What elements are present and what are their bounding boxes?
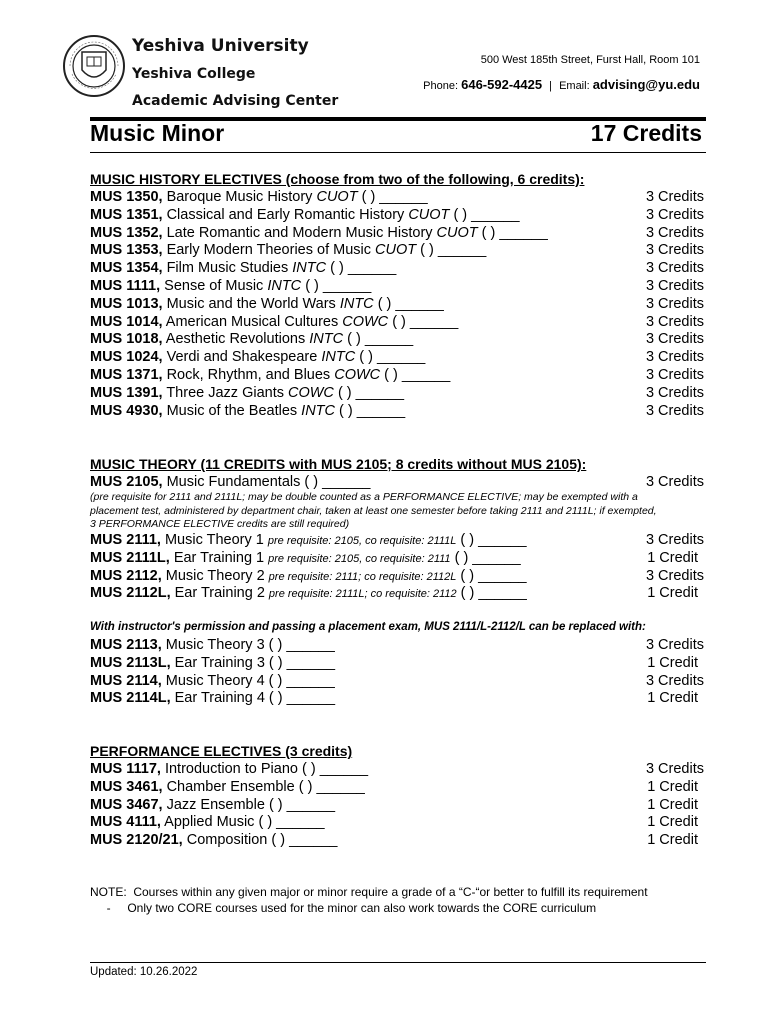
course-name: Ear Training 1 [169,549,269,566]
course-row [90,549,704,567]
course-credits: 3 Credits [645,637,704,653]
page-title: Music Minor [90,120,225,146]
course-row [90,384,704,402]
course-credits: 3 Credits [645,474,704,490]
course-name: Applied Music [160,814,259,831]
course-attribute: INTC [309,331,344,348]
course-attribute: CUOT [375,242,417,259]
placement-note: With instructor's permission and passing a placement exam, MUS 2111/L-2112/L can be replaced with: [90,621,646,633]
course-credits: 3 Credits [645,402,704,419]
course-name: Baroque Music History [162,189,317,205]
course-code: MUS 4111, [90,814,161,831]
course-attribute: INTC [339,295,374,312]
course-credits: 3 Credits [645,224,704,241]
course-attribute: INTC [292,260,327,277]
course-blank: ( ) ______ [450,549,521,566]
course-code: MUS 2111L, [90,549,170,566]
course-credits: 3 Credits [645,313,704,330]
course-attribute: CUOT [408,206,450,223]
course-name: Late Romantic and Modern Music History [162,224,437,241]
phone-label: Phone: [423,80,459,92]
course-name: Ear Training 3 [170,654,269,671]
course-name: Film Music Studies [162,260,293,277]
course-blank: ( ) ______ [416,242,487,259]
note-line: NOTE: Courses within any given major or minor require a grade of a “C-“or better to fulfill its requirement [90,885,648,899]
course-code: MUS 4930, [90,402,163,419]
course-name: American Musical Cultures [162,313,343,330]
course-code: MUS 1350, [90,189,163,205]
course-code: MUS 1353, [90,242,163,259]
course-blank: ( ) ______ [298,778,365,795]
course-code: MUS 1371, [90,367,163,383]
course-row [90,831,704,849]
course-name: Music of the Beatles [162,402,302,419]
course-code: MUS 2111, [90,532,161,548]
updated-date: Updated: 10.26.2022 [90,966,198,978]
course-name: Music Theory 4 [161,672,269,689]
course-blank: ( ) ______ [326,260,397,277]
course-code: MUS 2113L, [90,654,171,671]
course-row-mus-2105 [90,473,704,491]
course-row [90,531,704,549]
course-blank: ( ) ______ [477,224,548,241]
course-row [90,313,704,331]
course-credits: 3 Credits [645,295,704,312]
course-credits: 3 Credits [645,532,704,548]
course-row [90,689,704,707]
course-row [90,348,704,366]
email-address: advising@yu.edu [592,77,700,92]
course-blank: ( ) ______ [333,384,405,401]
course-blank: ( ) ______ [449,206,520,223]
course-row [90,277,704,295]
course-code: MUS 2113, [90,637,162,653]
course-code: MUS 2112, [90,567,162,584]
course-requisite: pre requisite: 2111L; co requisite: 2112 [268,588,457,601]
course-row [90,206,704,224]
course-name: Ear Training 4 [170,690,269,707]
course-credits: 3 Credits [645,206,704,223]
course-blank: ( ) ______ [456,567,527,584]
course-credits: 1 Credit [647,654,698,671]
course-code: MUS 1014, [90,313,163,330]
course-credits: 3 Credits [645,367,704,383]
college-name: Yeshiva College [132,66,256,82]
course-attribute: CUOT [316,189,358,205]
total-credits: 17 Credits [590,120,702,146]
course-blank: ( ) ______ [380,367,451,383]
course-blank: ( ) ______ [268,654,336,671]
course-row [90,567,704,585]
course-credits: 1 Credit [647,778,698,795]
address: 500 West 185th Street, Furst Hall, Room 101 [480,54,700,66]
course-code: MUS 2105, [90,474,163,490]
center-name: Academic Advising Center [132,93,339,109]
course-credits: 1 Credit [647,690,698,707]
course-row [90,330,704,348]
course-row [90,295,704,313]
fundamentals-note-line: 3 PERFORMANCE ELECTIVE credits are still required) [90,518,350,530]
course-code: MUS 1351, [90,206,163,223]
course-name: Three Jazz Giants [162,384,288,401]
course-row [90,241,704,259]
course-row [90,813,704,831]
course-blank: ( ) ______ [302,761,369,777]
course-credits: 3 Credits [645,242,704,259]
course-credits: 3 Credits [645,672,704,689]
course-row [90,778,704,796]
history-heading: MUSIC HISTORY ELECTIVES (choose from two of the following, 6 credits): [90,171,585,187]
course-row [90,796,704,814]
course-blank: ( ) ______ [355,349,426,366]
title-rule-bottom [90,152,706,153]
phone-number: 646-592-4425 [461,77,543,92]
course-attribute: INTC [267,278,302,294]
contact-line [423,77,700,92]
course-name: Music and the World Wars [162,295,340,312]
course-requisite: pre requisite: 2105, co requisite: 2111 [268,552,451,565]
theory-heading: MUSIC THEORY (11 CREDITS with MUS 2105; 8 credits without MUS 2105): [90,456,587,472]
course-credits: 1 Credit [647,585,698,602]
course-code: MUS 2112L, [90,585,171,602]
course-blank: ( ) ______ [271,832,338,849]
course-blank: ( ) ______ [268,637,335,653]
course-blank: ( ) ______ [268,796,336,813]
course-blank: ( ) ______ [343,331,414,348]
course-blank: ( ) ______ [304,474,371,490]
course-name: Music Fundamentals [162,474,305,490]
course-credits: 3 Credits [645,349,704,366]
course-credits: 3 Credits [645,761,704,777]
fundamentals-note-line: placement test, administered by department chair, taken at least one semester before taking 2111 and 2111L; if exempted, [90,504,657,517]
course-code: MUS 1018, [90,331,163,348]
course-blank: ( ) ______ [357,189,428,205]
course-name: Chamber Ensemble [162,778,299,795]
course-attribute: INTC [321,349,356,366]
course-code: MUS 1024, [90,349,163,366]
course-name: Rock, Rhythm, and Blues [162,367,335,383]
course-attribute: INTC [301,402,336,419]
footer-rule [90,962,706,963]
course-row [90,636,704,654]
course-credits: 1 Credit [647,549,698,566]
course-name: Music Theory 1 [160,532,268,548]
fundamentals-note-line: (pre requisite for 2111 and 2111L; may be double counted as a PERFORMANCE ELECTIVE; may be exempted with a [90,491,638,503]
course-attribute: COWC [342,313,389,330]
course-name: Jazz Ensemble [162,796,269,813]
course-requisite: pre requisite: 2105, co requisite: 2111L [267,535,457,547]
course-name: Early Modern Theories of Music [162,242,376,259]
yeshiva-seal-logo [62,34,126,98]
course-blank: ( ) ______ [268,690,336,707]
course-name: Music Theory 2 [161,567,269,584]
course-row [90,654,704,672]
course-row [90,672,704,690]
course-credits: 3 Credits [645,278,704,294]
fundamentals-note [90,491,710,532]
note-line: - Only two CORE courses used for the minor can also work towards the CORE curriculum [90,901,597,915]
course-name: Introduction to Piano [160,761,303,777]
course-row [90,188,704,206]
course-attribute: CUOT [436,224,478,241]
course-credits: 1 Credit [647,796,698,813]
course-blank: ( ) ______ [335,402,406,419]
course-name: Sense of Music [160,278,268,294]
course-credits: 1 Credit [647,832,698,849]
course-attribute: COWC [288,384,334,401]
course-blank: ( ) ______ [268,672,335,689]
course-code: MUS 3461, [90,778,163,795]
course-credits: 3 Credits [645,260,704,277]
course-row [90,259,704,277]
contact-separator: | [549,80,552,92]
course-name: Aesthetic Revolutions [162,331,310,348]
course-name: Music Theory 3 [161,637,269,653]
notes [90,884,648,916]
course-requisite: pre requisite: 2111; co requisite: 2112L [268,570,457,583]
course-blank: ( ) ______ [388,313,459,330]
course-code: MUS 1117, [90,761,161,777]
course-credits: 3 Credits [645,189,704,205]
course-name: Composition [182,832,272,849]
course-code: MUS 1111, [90,278,161,294]
course-code: MUS 2114L, [90,690,171,707]
course-row [90,584,704,602]
course-code: MUS 2114, [90,672,162,689]
course-row [90,760,704,778]
course-code: MUS 3467, [90,796,163,813]
course-row [90,366,704,384]
course-credits: 1 Credit [647,814,698,831]
course-blank: ( ) ______ [373,295,444,312]
course-row [90,224,704,242]
course-name: Ear Training 2 [170,585,269,602]
course-blank: ( ) ______ [301,278,372,294]
performance-heading: PERFORMANCE ELECTIVES (3 credits) [90,743,353,759]
course-row [90,402,704,420]
course-code: MUS 2120/21, [90,832,183,849]
course-name: Verdi and Shakespeare [162,349,322,366]
course-credits: 3 Credits [645,331,704,348]
email-label: Email: [559,80,590,92]
course-credits: 3 Credits [645,567,704,584]
course-blank: ( ) ______ [258,814,325,831]
course-name: Classical and Early Romantic History [162,206,409,223]
course-blank: ( ) ______ [456,585,527,602]
course-attribute: COWC [334,367,381,383]
course-blank: ( ) ______ [456,532,527,548]
course-code: MUS 1354, [90,260,163,277]
course-credits: 3 Credits [645,384,704,401]
org-name: Yeshiva University [132,36,309,56]
course-code: MUS 1013, [90,295,163,312]
course-code: MUS 1352, [90,224,163,241]
course-code: MUS 1391, [90,384,163,401]
